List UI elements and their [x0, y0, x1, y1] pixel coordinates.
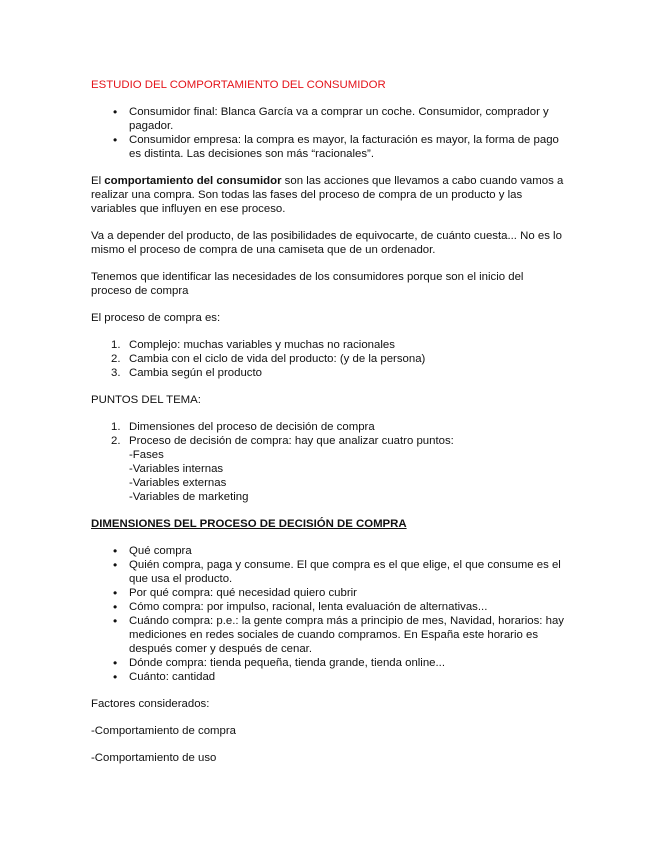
list-number: 1. [111, 421, 121, 433]
process-list [91, 338, 565, 380]
list-number: 3. [111, 367, 121, 379]
document-title: ESTUDIO DEL COMPORTAMIENTO DEL CONSUMIDOR [91, 79, 386, 91]
definition-lead: El [91, 175, 105, 187]
list-item [91, 338, 565, 352]
section-title: DIMENSIONES DEL PROCESO DE DECISIÓN DE COMPRA [91, 518, 407, 530]
list-item [91, 420, 565, 434]
list-item [91, 352, 565, 366]
definition-bold-term: comportamiento del consumidor [104, 175, 282, 187]
sub-point: -Variables externas [129, 477, 227, 489]
factors-heading: Factores considerados: [91, 698, 210, 710]
list-text: Complejo: muchas variables y muchas no racionales [129, 339, 395, 351]
list-item: • Cuánto: cantidad [91, 670, 565, 684]
list-text: Proceso de decisión de compra: hay que analizar cuatro puntos: [129, 435, 454, 447]
sub-point: -Fases [129, 449, 164, 461]
paragraph-definition [91, 174, 565, 216]
paragraph-depends: Va a depender del producto, de las posibilidades de equivocarte, de cuánto cuesta... No es lo mismo el proceso de compra de una camiseta que de un ordenador. [91, 230, 562, 256]
factor-purchase: -Comportamiento de compra [91, 725, 236, 737]
list-item: • Quién compra, paga y consume. El que compra es el que elige, el que consume es el que usa el producto. [91, 558, 565, 586]
document-body [91, 78, 565, 778]
sub-point: -Variables de marketing [129, 491, 249, 503]
sub-point: -Variables internas [129, 463, 224, 475]
list-item: • Consumidor final: Blanca García va a comprar un coche. Consumidor, comprador y pagador. [91, 105, 565, 133]
list-number: 1. [111, 339, 121, 351]
points-heading: PUNTOS DEL TEMA: [91, 394, 201, 406]
list-item [91, 366, 565, 380]
list-item: • Dónde compra: tienda pequeña, tienda grande, tienda online... [91, 656, 565, 670]
list-item: • Qué compra [91, 544, 565, 558]
list-text: Cambia según el producto [129, 367, 262, 379]
list-number: 2. [111, 353, 121, 365]
dimension-bullet-list [91, 544, 565, 684]
factor-usage: -Comportamiento de uso [91, 752, 217, 764]
points-list [91, 420, 565, 504]
paragraph-needs: Tenemos que identificar las necesidades de los consumidores porque son el inicio del proceso de compra [91, 271, 524, 297]
paragraph-process-intro: El proceso de compra es: [91, 312, 221, 324]
list-item: • Cómo compra: por impulso, racional, lenta evaluación de alternativas... [91, 600, 565, 614]
list-text: Dimensiones del proceso de decisión de compra [129, 421, 375, 433]
definition-rest: son las acciones que llevamos a cabo cuando vamos a realizar una compra. Son todas las fases del proceso de compra de un producto y las variables que influyen en ese proceso. [91, 175, 564, 215]
list-text: Cambia con el ciclo de vida del producto: (y de la persona) [129, 353, 426, 365]
list-item: • Consumidor empresa: la compra es mayor, la facturación es mayor, la forma de pago es distinta. Las decisiones son más “racionales”. [91, 133, 565, 161]
list-item: • Cuándo compra: p.e.: la gente compra más a principio de mes, Navidad, horarios: hay mediciones en redes sociales de cuando compramos. En España este horario es después comer y después de cenar. [91, 614, 565, 656]
list-number: 2. [111, 435, 121, 447]
intro-bullet-list [91, 105, 565, 161]
list-item: • Por qué compra: qué necesidad quiero cubrir [91, 586, 565, 600]
list-item [91, 434, 565, 448]
